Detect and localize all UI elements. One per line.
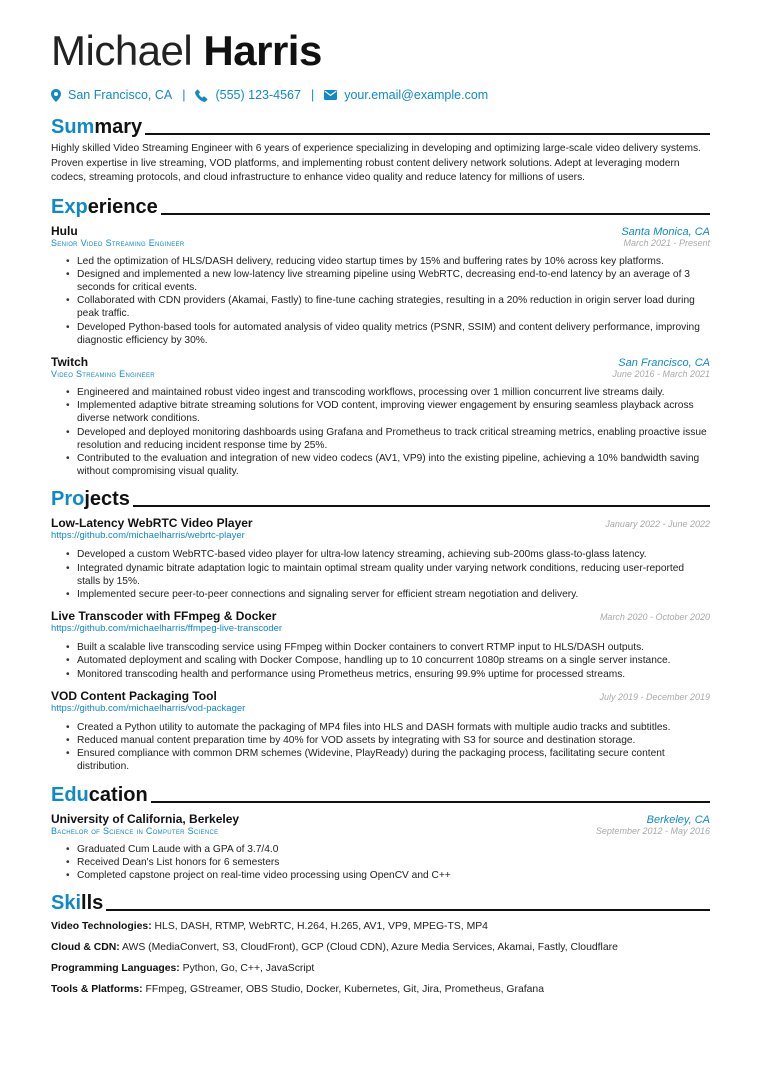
bullet-item: • Implemented secure peer-to-peer connections and signaling server for efficient stream negotiation and delivery. — [77, 588, 710, 601]
degree: Bachelor of Science in Computer Science — [51, 825, 219, 836]
heading-rest: lls — [81, 892, 104, 915]
summary-heading — [51, 114, 710, 138]
skill-label: Programming Languages: — [51, 963, 180, 975]
bullet-list — [51, 641, 710, 681]
bullet-item: • Ensured compliance with common DRM schemes (Widevine, PlayReady) during the packaging process, facilitating secure content distribution. — [77, 747, 710, 773]
heading-accent: Edu — [51, 783, 89, 806]
school-name: University of California, Berkeley — [51, 811, 240, 826]
heading-accent: Pro — [51, 488, 85, 511]
bullet-item: • Led the optimization of HLS/DASH delivery, reducing video startup times by 15% and buffering rates by 10% across key platforms. — [77, 255, 710, 268]
heading-accent: Sum — [51, 116, 95, 138]
bullet-item: • Developed Python-based tools for automated analysis of video quality metrics (PSNR, SSIM) and content delivery performance, improving diagnostic efficiency by 30%. — [77, 321, 710, 347]
job-title: Video Streaming Engineer — [51, 368, 155, 379]
project-link[interactable]: https://github.com/michaelharris/ffmpeg-live-transcoder — [51, 623, 283, 635]
bullet-item: • Developed a custom WebRTC-based video player for ultra-low latency streaming, achieving sub-200ms glass-to-glass latency. — [77, 548, 710, 561]
contact-phone[interactable] — [195, 88, 300, 102]
bullet-item: • Completed capstone project on real-time video processing using OpenCV and C++ — [77, 869, 710, 882]
section-divider — [145, 133, 710, 135]
skill-value: FFmpeg, GStreamer, OBS Studio, Docker, Kubernetes, Git, Jira, Prometheus, Grafana — [145, 984, 544, 996]
job-title: Senior Video Streaming Engineer — [51, 237, 185, 248]
project-entry — [51, 609, 710, 681]
summary-text: Highly skilled Video Streaming Engineer with 6 years of experience specializing in developing and optimizing large-scale video delivery systems. Proven expertise in live streaming, VOD platforms, and implementing robust content delivery network solutions. Adept at leveraging modern codecs, streaming protocols, and cloud infrastructure to enhance video quality and reduce latency for millions of users. — [51, 143, 701, 183]
education-heading — [51, 782, 710, 806]
bullet-item: • Developed and deployed monitoring dashboards using Grafana and Prometheus to track critical streaming metrics, enabling proactive issue resolution and reducing incident response time by 25%. — [77, 426, 710, 452]
bullet-item: • Collaborated with CDN providers (Akamai, Fastly) to fine-tune caching strategies, resulting in a 20% reduction in origin server load during peak traffic. — [77, 294, 710, 320]
bullet-item: • Built a scalable live transcoding service using FFmpeg within Docker containers to convert RTMP input to HLS/DASH outputs. — [77, 641, 710, 654]
project-link[interactable]: https://github.com/michaelharris/vod-packager — [51, 702, 246, 714]
project-name: Live Transcoder with FFmpeg & Docker — [51, 609, 277, 624]
project-dates: January 2022 - June 2022 — [605, 519, 710, 530]
section-divider — [161, 213, 710, 215]
contact-separator: | — [310, 88, 315, 102]
first-name: Michael — [51, 27, 193, 74]
bullet-item: • Reduced manual content preparation time by 40% for VOD assets by integrating with S3 for source and destination storage. — [77, 734, 710, 747]
phone-text: (555) 123-4567 — [215, 88, 301, 102]
job-location: Santa Monica, CA — [621, 225, 710, 238]
skills-heading — [51, 890, 710, 914]
job-dates: June 2016 - March 2021 — [612, 368, 710, 379]
bullet-item: • Monitored transcoding health and performance using Prometheus metrics, ensuring 99.9% uptime for processed streams. — [77, 668, 710, 681]
phone-icon — [195, 89, 208, 102]
bullet-list — [51, 386, 710, 478]
experience-entry — [51, 224, 710, 347]
bullet-item: • Designed and implemented a new low-latency live streaming pipeline using WebRTC, decreasing end-to-end latency by an average of 3 seconds for critical events. — [77, 268, 710, 294]
contact-email[interactable] — [324, 88, 488, 102]
company-name: Twitch — [51, 354, 89, 369]
skill-value: Python, Go, C++, JavaScript — [182, 963, 315, 975]
envelope-icon — [324, 90, 337, 100]
skill-row — [51, 962, 710, 976]
skill-row — [51, 983, 710, 997]
bullet-list — [51, 255, 710, 347]
heading-accent: Ski — [51, 892, 82, 915]
project-name: Low-Latency WebRTC Video Player — [51, 516, 253, 531]
bullet-item: • Contributed to the evaluation and integration of new video codecs (AV1, VP9) into the existing pipeline, achieving a 10% bandwidth saving without compromising visual quality. — [77, 452, 710, 478]
candidate-name — [51, 28, 710, 74]
education-dates: September 2012 - May 2016 — [595, 825, 710, 836]
email-text: your.email@example.com — [344, 88, 489, 102]
projects-heading — [51, 486, 710, 510]
section-divider — [106, 909, 710, 911]
skill-label: Video Technologies: — [51, 921, 152, 933]
bullet-list — [51, 548, 710, 601]
heading-accent: Exp — [51, 195, 88, 218]
skill-value: AWS (MediaConvert, S3, CloudFront), GCP (Cloud CDN), Azure Media Services, Akamai, Fastly, Cloudflare — [122, 942, 618, 954]
project-link[interactable]: https://github.com/michaelharris/webrtc-player — [51, 530, 245, 542]
skill-value: HLS, DASH, RTMP, WebRTC, H.264, H.265, AV1, VP9, MPEG-TS, MP4 — [154, 921, 488, 933]
school-location: Berkeley, CA — [646, 813, 710, 826]
experience-heading — [51, 194, 710, 218]
contact-separator: | — [182, 88, 186, 102]
skill-label: Tools & Platforms: — [51, 984, 143, 996]
bullet-item: • Implemented adaptive bitrate streaming solutions for VOD content, improving viewer engagement by ensuring seamless playback across diverse network conditions. — [77, 399, 710, 425]
bullet-item: • Integrated dynamic bitrate adaptation logic to maintain optimal stream quality under varying network conditions, reducing user-reported stalls by 15%. — [77, 562, 710, 588]
company-name: Hulu — [51, 223, 78, 238]
heading-rest: erience — [87, 195, 158, 218]
heading-rest: cation — [88, 783, 148, 806]
bullet-item: • Received Dean's List honors for 6 semesters — [77, 856, 710, 869]
skill-label: Cloud & CDN: — [51, 942, 120, 954]
heading-rest: jects — [84, 488, 130, 511]
bullet-list — [51, 843, 710, 883]
experience-entry — [51, 355, 710, 478]
bullet-item: • Created a Python utility to automate the packaging of MP4 files into HLS and DASH formats with multiple audio tracks and subtitles. — [77, 721, 710, 734]
project-name: VOD Content Packaging Tool — [51, 688, 217, 703]
skill-row — [51, 920, 710, 934]
heading-rest: mary — [94, 116, 143, 138]
project-dates: March 2020 - October 2020 — [599, 612, 710, 623]
job-dates: March 2021 - Present — [623, 237, 710, 248]
contact-bar — [51, 86, 710, 104]
project-entry — [51, 516, 710, 601]
bullet-item: • Automated deployment and scaling with Docker Compose, handling up to 10 concurrent 1080p streams on a single server instance. — [77, 654, 710, 667]
location-text: San Francisco, CA — [68, 88, 173, 102]
section-divider — [133, 505, 710, 507]
map-pin-icon — [51, 89, 61, 102]
skills-list — [51, 920, 710, 997]
bullet-list — [51, 721, 710, 774]
job-location: San Francisco, CA — [618, 356, 710, 369]
last-name: Harris — [203, 27, 322, 74]
project-dates: July 2019 - December 2019 — [599, 691, 710, 702]
contact-location — [51, 88, 172, 102]
bullet-item: • Engineered and maintained robust video ingest and transcoding workflows, processing over 1 million concurrent live streams daily. — [77, 386, 710, 399]
section-divider — [151, 801, 710, 803]
education-entry — [51, 812, 710, 883]
bullet-item: • Graduated Cum Laude with a GPA of 3.7/4.0 — [77, 843, 710, 856]
skill-row — [51, 941, 710, 955]
project-entry — [51, 689, 710, 774]
